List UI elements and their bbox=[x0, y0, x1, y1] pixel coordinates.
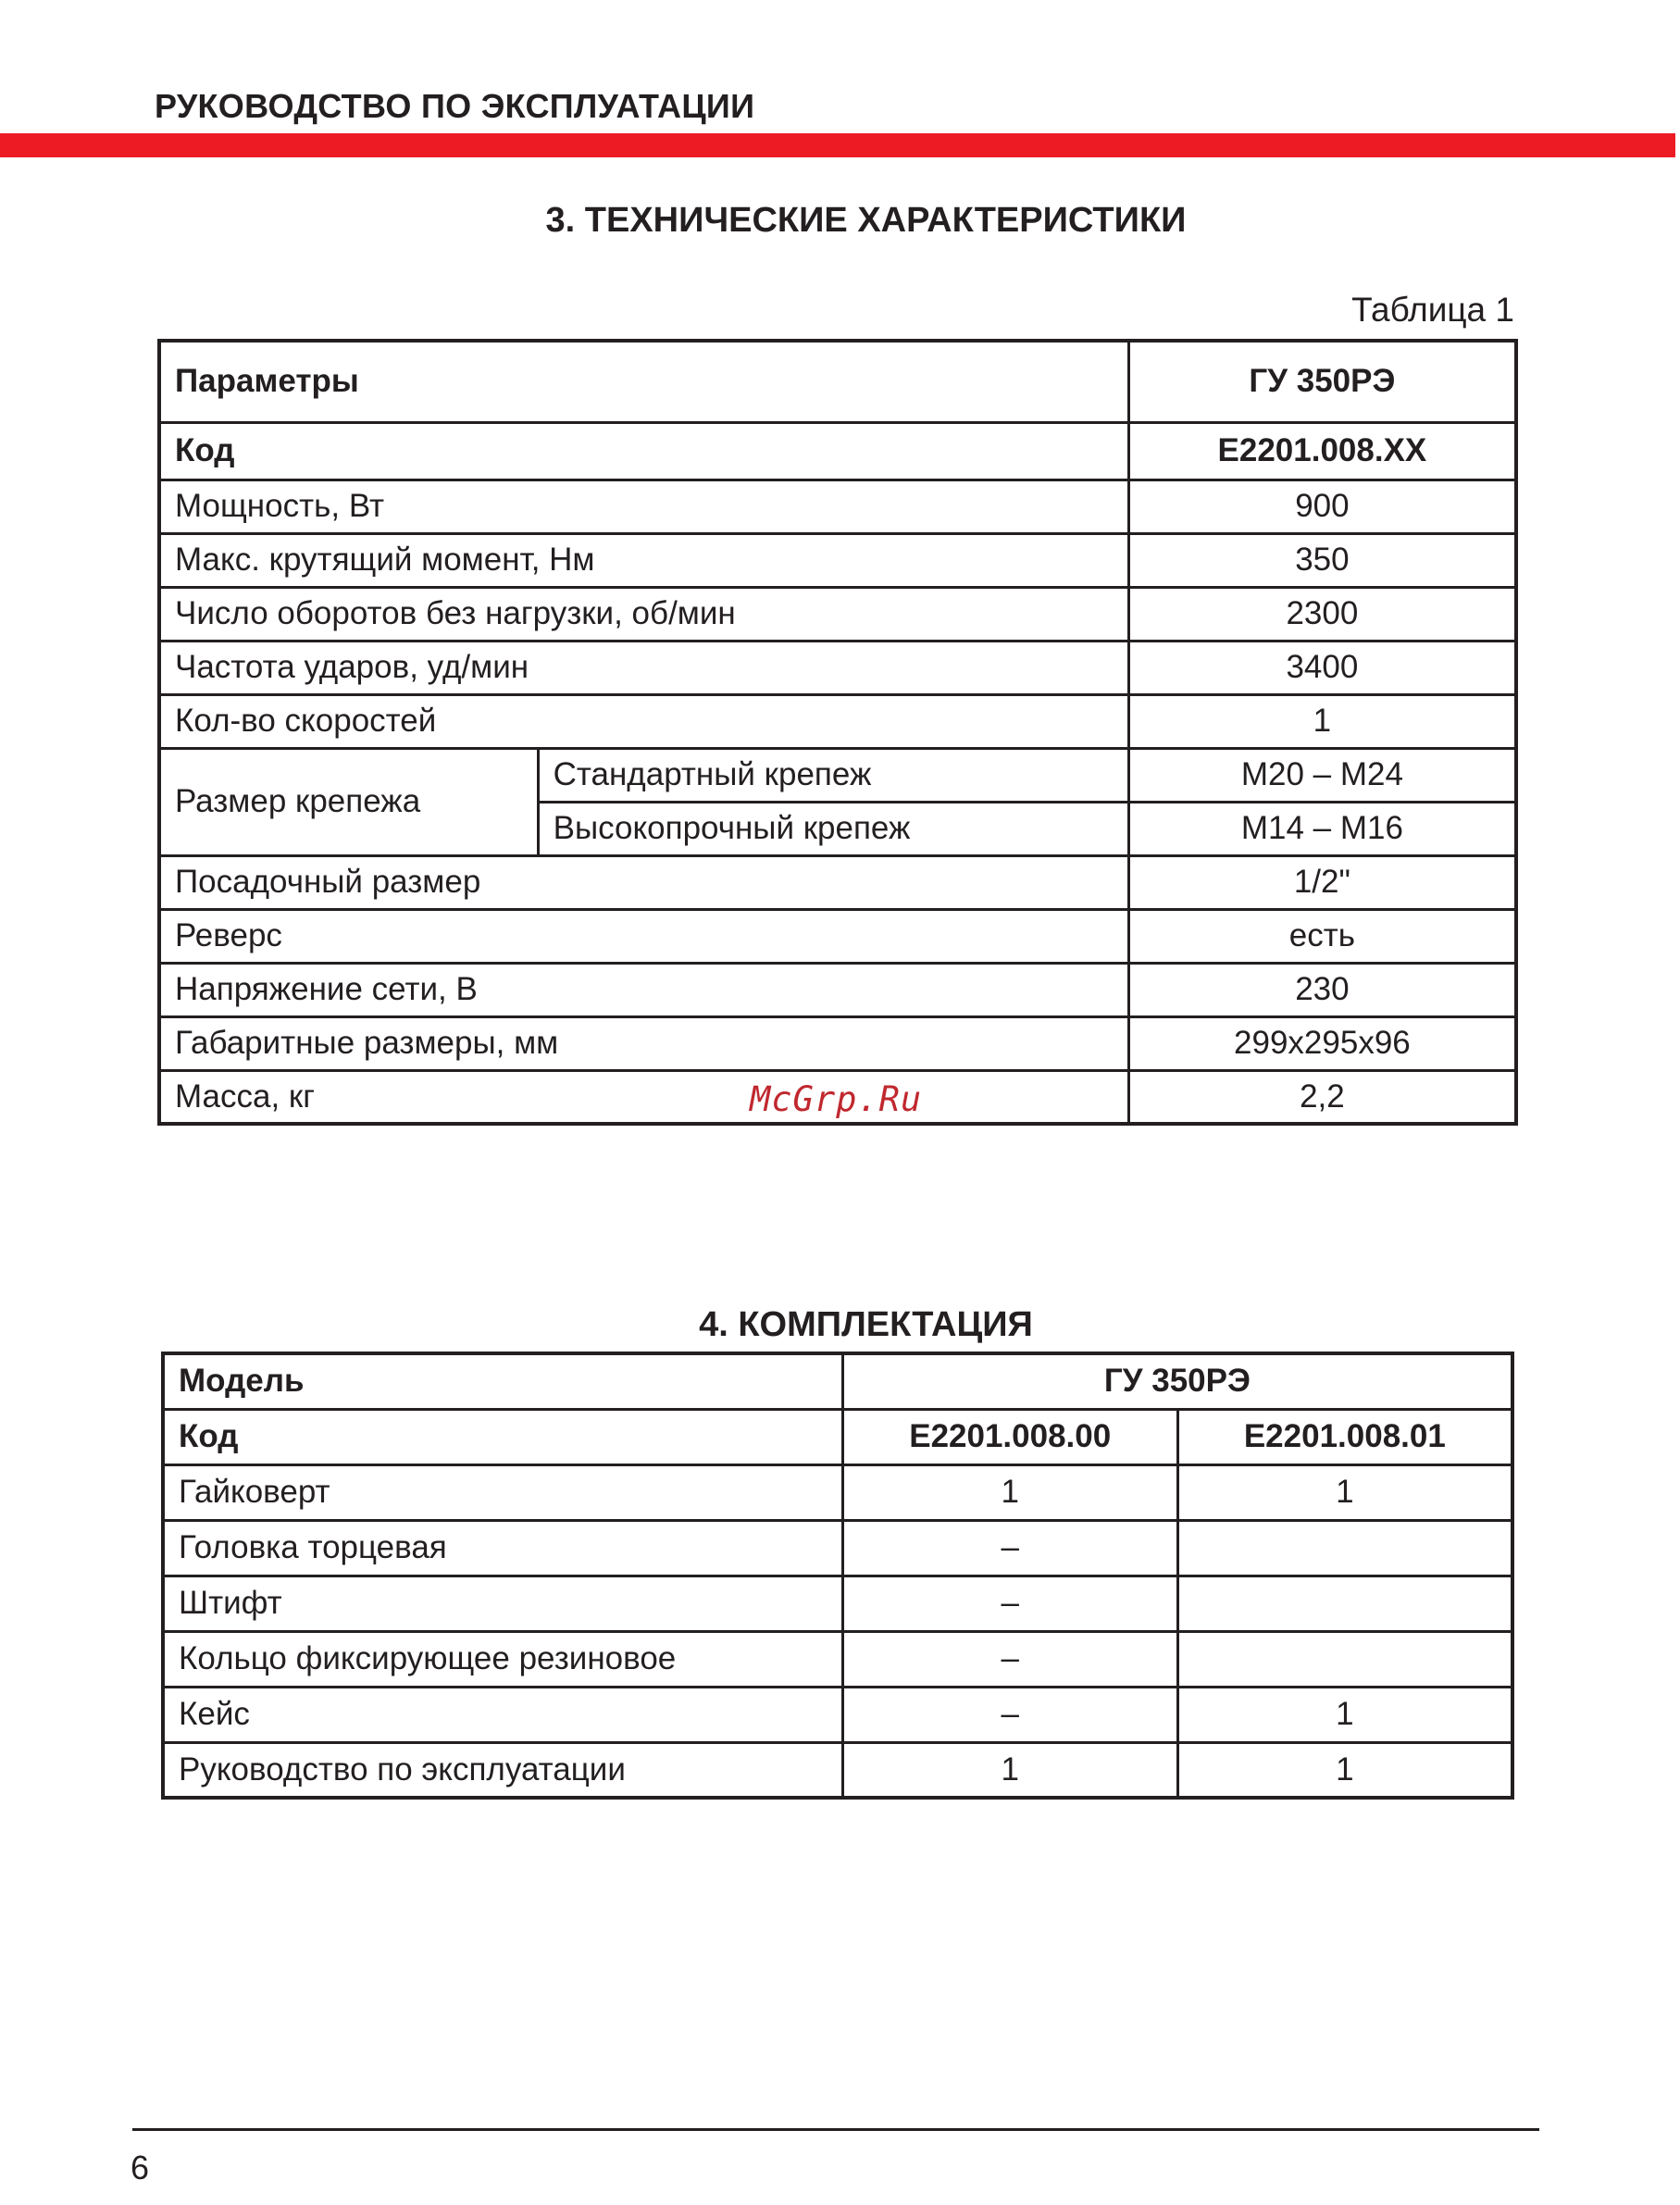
kit-code-1: Е2201.008.00 bbox=[842, 1409, 1177, 1464]
spec-value: 1/2" bbox=[1128, 855, 1516, 909]
kit-table bbox=[161, 1352, 1514, 1800]
spec-label: Число оборотов без нагрузки, об/мин bbox=[159, 587, 1128, 641]
spec-label: Мощность, Вт bbox=[159, 480, 1128, 533]
fastener-sub-value: М20 – М24 bbox=[1128, 748, 1516, 802]
specs-section-title: 3. ТЕХНИЧЕСКИЕ ХАРАКТЕРИСТИКИ bbox=[545, 201, 1187, 240]
table-row bbox=[159, 748, 1516, 802]
kit-item: Штифт bbox=[163, 1576, 842, 1631]
kit-qty-2 bbox=[1177, 1576, 1512, 1631]
kit-code-label: Код bbox=[163, 1409, 842, 1464]
table-row bbox=[159, 641, 1516, 694]
spec-label: Напряжение сети, В bbox=[159, 963, 1128, 1016]
specs-code-row bbox=[159, 422, 1516, 480]
table-row bbox=[159, 855, 1516, 909]
kit-item: Кольцо фиксирующее резиновое bbox=[163, 1631, 842, 1687]
spec-label: Посадочный размер bbox=[159, 855, 1128, 909]
spec-label: Кол-во скоростей bbox=[159, 694, 1128, 748]
kit-item: Головка торцевая bbox=[163, 1520, 842, 1576]
kit-qty-2: 1 bbox=[1177, 1464, 1512, 1520]
table-row bbox=[163, 1576, 1512, 1631]
specs-code-value: Е2201.008.XX bbox=[1128, 422, 1516, 480]
spec-value: 3400 bbox=[1128, 641, 1516, 694]
specs-table bbox=[157, 339, 1518, 1126]
fastener-sub-label: Стандартный крепеж bbox=[538, 748, 1128, 802]
kit-section-title: 4. КОМПЛЕКТАЦИЯ bbox=[699, 1305, 1033, 1344]
spec-value: 1 bbox=[1128, 694, 1516, 748]
spec-label: Габаритные размеры, мм bbox=[159, 1016, 1128, 1070]
fastener-sub-label: Высокопрочный крепеж bbox=[538, 802, 1128, 855]
watermark-text: McGrp.Ru bbox=[750, 1079, 923, 1119]
spec-value: 230 bbox=[1128, 963, 1516, 1016]
kit-item: Руководство по эксплуатации bbox=[163, 1742, 842, 1798]
kit-code-2: Е2201.008.01 bbox=[1177, 1409, 1512, 1464]
table-row bbox=[163, 1464, 1512, 1520]
spec-value: 350 bbox=[1128, 533, 1516, 587]
spec-value: 900 bbox=[1128, 480, 1516, 533]
table-row bbox=[159, 1016, 1516, 1070]
kit-model-label: Модель bbox=[163, 1353, 842, 1409]
page-number: 6 bbox=[131, 2149, 150, 2186]
fastener-label: Размер крепежа bbox=[159, 748, 538, 855]
spec-value: 299x295x96 bbox=[1128, 1016, 1516, 1070]
table-row bbox=[163, 1520, 1512, 1576]
kit-qty-2 bbox=[1177, 1631, 1512, 1687]
kit-item: Кейс bbox=[163, 1687, 842, 1742]
spec-value: 2,2 bbox=[1128, 1070, 1516, 1124]
spec-label: Реверс bbox=[159, 909, 1128, 963]
footer-rule bbox=[132, 2128, 1539, 2131]
table-row bbox=[163, 1631, 1512, 1687]
specs-header-param: Параметры bbox=[159, 341, 1128, 422]
kit-code-row bbox=[163, 1409, 1512, 1464]
header-red-band bbox=[0, 133, 1675, 157]
spec-label: Частота ударов, уд/мин bbox=[159, 641, 1128, 694]
kit-qty-2: 1 bbox=[1177, 1742, 1512, 1798]
table-row bbox=[159, 963, 1516, 1016]
table-row bbox=[159, 533, 1516, 587]
kit-qty-1: 1 bbox=[842, 1742, 1177, 1798]
kit-qty-1: 1 bbox=[842, 1464, 1177, 1520]
spec-value: 2300 bbox=[1128, 587, 1516, 641]
kit-qty-1: – bbox=[842, 1520, 1177, 1576]
specs-header-row bbox=[159, 341, 1516, 422]
table-row bbox=[159, 480, 1516, 533]
kit-qty-1: – bbox=[842, 1576, 1177, 1631]
kit-model-row bbox=[163, 1353, 1512, 1409]
kit-qty-2 bbox=[1177, 1520, 1512, 1576]
spec-label: Макс. крутящий момент, Нм bbox=[159, 533, 1128, 587]
fastener-sub-value: М14 – М16 bbox=[1128, 802, 1516, 855]
spec-label: Масса, кг bbox=[159, 1070, 1128, 1124]
table-row bbox=[163, 1742, 1512, 1798]
kit-qty-1: – bbox=[842, 1687, 1177, 1742]
table-row bbox=[159, 587, 1516, 641]
table-row bbox=[159, 909, 1516, 963]
table-caption: Таблица 1 bbox=[1351, 291, 1514, 329]
kit-qty-2: 1 bbox=[1177, 1687, 1512, 1742]
manual-header-title: РУКОВОДСТВО ПО ЭКСПЛУАТАЦИИ bbox=[155, 87, 755, 125]
kit-qty-1: – bbox=[842, 1631, 1177, 1687]
specs-code-label: Код bbox=[159, 422, 1128, 480]
table-row bbox=[163, 1687, 1512, 1742]
specs-header-model: ГУ 350РЭ bbox=[1128, 341, 1516, 422]
kit-item: Гайковерт bbox=[163, 1464, 842, 1520]
table-row bbox=[159, 694, 1516, 748]
kit-model-value: ГУ 350РЭ bbox=[842, 1353, 1512, 1409]
spec-value: есть bbox=[1128, 909, 1516, 963]
